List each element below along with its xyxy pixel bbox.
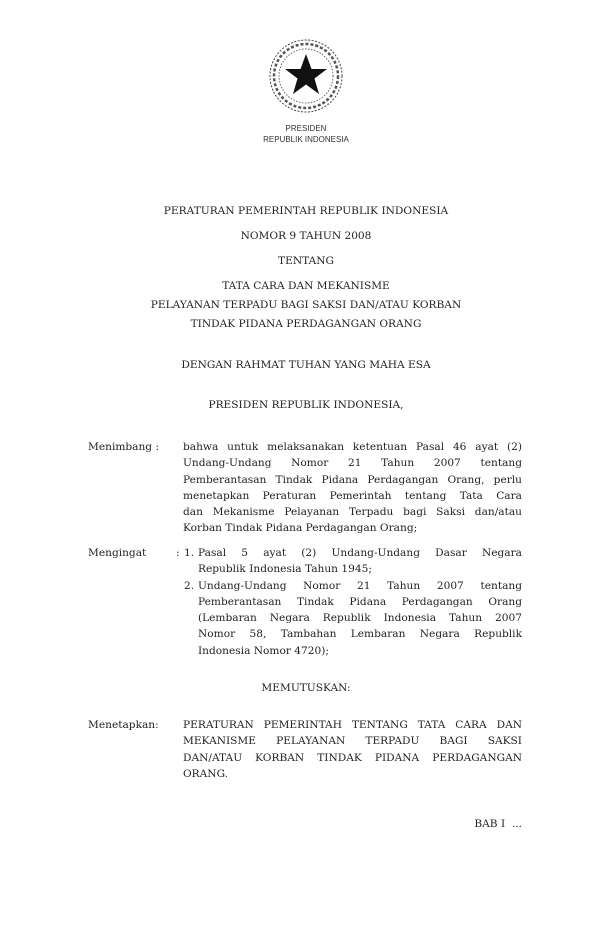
seal-caption-republik: REPUBLIK INDONESIA — [263, 135, 349, 144]
menimbang-line: menetapkan Peraturan Pemerintah tentang Tata Cara — [183, 489, 522, 502]
menetapkan-label: Menetapkan: — [88, 719, 159, 731]
mengingat-label: Mengingat — [88, 547, 147, 559]
item-number: 1. — [184, 547, 195, 559]
seal-caption-presiden: PRESIDEN — [285, 124, 327, 133]
menetapkan-line: MEKANISME PELAYANAN TERPADU BAGI SAKSI — [183, 735, 522, 748]
item-line: Pasal 5 ayat (2) Undang-Undang Dasar Negara — [198, 547, 522, 559]
mengingat-item — [184, 578, 522, 659]
menetapkan-text — [183, 717, 522, 782]
item-line: Pemberantasan Tindak Pidana Perdagangan Orang — [198, 595, 522, 608]
document-title: PERATURAN PEMERINTAH REPUBLIK INDONESIA — [163, 205, 449, 217]
mengingat-colon: : — [176, 547, 180, 559]
menetapkan-line: DAN/ATAU KORBAN TINDAK PIDANA PERDAGANGAN — [183, 751, 522, 764]
item-line: (Lembaran Negara Republik Indonesia Tahun 2007 — [198, 612, 522, 625]
menimbang-line: Korban Tindak Pidana Perdagangan Orang; — [183, 522, 418, 535]
subject-line-3: TINDAK PIDANA PERDAGANGAN ORANG — [190, 318, 422, 330]
item-line: Republik Indonesia Tahun 1945; — [198, 563, 372, 576]
item-number: 2. — [184, 579, 195, 592]
item-line: Nomor 58, Tambahan Lembaran Negara Republik — [198, 628, 522, 641]
next-page-marker: BAB I ... — [474, 818, 522, 830]
menimbang-line: bahwa untuk melaksanakan ketentuan Pasal 46 ayat (2) — [183, 441, 522, 453]
document-number: NOMOR 9 TAHUN 2008 — [240, 230, 372, 242]
memutuskan-heading: MEMUTUSKAN: — [261, 682, 351, 694]
menimbang-line: dan Mekanisme Pelayanan Terpadu bagi Saksi dan/atau — [183, 506, 522, 519]
subject-line-1: TATA CARA DAN MEKANISME — [222, 280, 390, 292]
menimbang-label: Menimbang : — [88, 441, 160, 453]
menetapkan-line: PERATURAN PEMERINTAH TENTANG TATA CARA DAN — [183, 719, 522, 731]
mengingat-item — [184, 545, 522, 578]
garuda-seal-emblem — [266, 36, 346, 116]
menimbang-text — [183, 439, 522, 537]
item-line: Indonesia Nomor 4720); — [198, 644, 329, 657]
menetapkan-line: ORANG. — [183, 767, 229, 780]
rahmat-line: DENGAN RAHMAT TUHAN YANG MAHA ESA — [181, 359, 431, 371]
menimbang-line: Pemberantasan Tindak Pidana Perdagangan Orang, perlu — [183, 473, 522, 486]
tentang-heading: TENTANG — [278, 255, 334, 267]
subject-line-2: PELAYANAN TERPADU BAGI SAKSI DAN/ATAU KORBAN — [150, 299, 462, 311]
menimbang-line: Undang-Undang Nomor 21 Tahun 2007 tentang — [183, 457, 522, 470]
item-line: Undang-Undang Nomor 21 Tahun 2007 tentang — [198, 579, 522, 592]
mengingat-list — [184, 545, 522, 659]
presiden-line: PRESIDEN REPUBLIK INDONESIA, — [208, 399, 404, 411]
